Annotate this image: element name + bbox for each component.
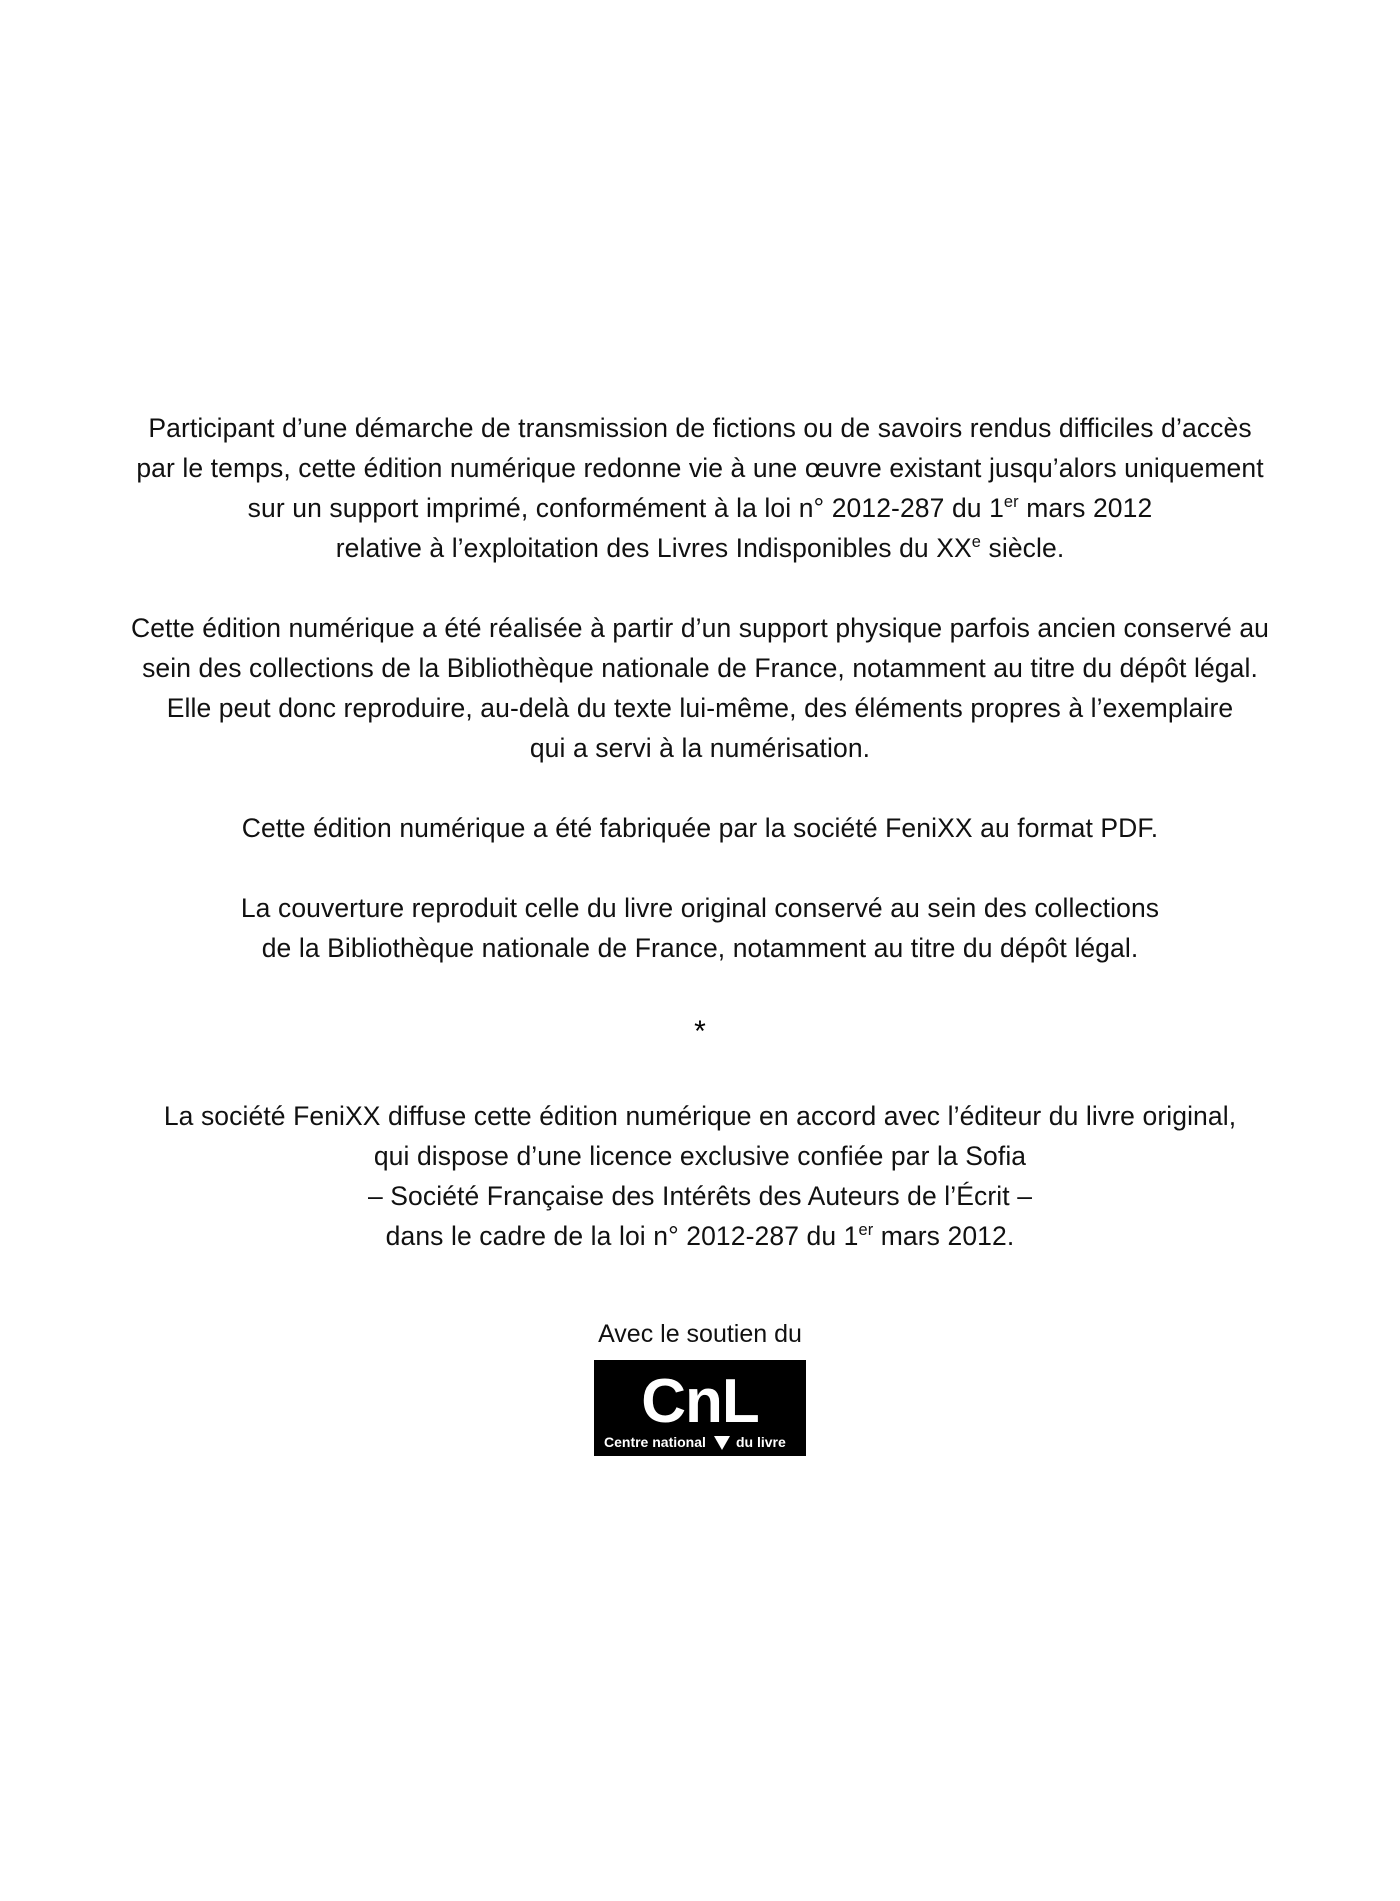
paragraph-transmission-line-4: relative à l’exploitation des Livres Indisponibles du XXe siècle. [335, 533, 1065, 563]
paragraph-transmission [120, 408, 1280, 568]
paragraph-support-physique-line-2: sein des collections de la Bibliothèque nationale de France, notamment au titre du dépôt légal. [142, 653, 1258, 683]
superscript-er: er [1003, 493, 1019, 512]
paragraph-couverture-line-2: de la Bibliothèque nationale de France, notamment au titre du dépôt légal. [261, 933, 1139, 963]
paragraph-diffusion-line-1: La société FeniXX diffuse cette édition numérique en accord avec l’éditeur du livre original, [163, 1101, 1237, 1131]
support-footer [0, 1318, 1400, 1461]
support-caption: Avec le soutien du [598, 1320, 802, 1348]
paragraph-couverture-line-1: La couverture reproduit celle du livre original conservé au sein des collections [240, 893, 1160, 923]
paragraph-diffusion-line-4: dans le cadre de la loi n° 2012-287 du 1er mars 2012. [385, 1221, 1015, 1251]
superscript-er-2: er [858, 1221, 874, 1240]
paragraph-fabrication [120, 808, 1280, 848]
paragraph-diffusion-line-3: – Société Française des Intérêts des Auteurs de l’Écrit – [367, 1181, 1033, 1211]
paragraph-transmission-line-2: par le temps, cette édition numérique redonne vie à une œuvre existant jusqu’alors uniquement [136, 453, 1264, 483]
cnl-logo [594, 1360, 806, 1456]
paragraph-support-physique-line-3: Elle peut donc reproduire, au-delà du texte lui-même, des éléments propres à l’exemplaire [166, 693, 1234, 723]
paragraph-diffusion [120, 1096, 1280, 1256]
paragraph-transmission-line-3: sur un support imprimé, conformément à la loi n° 2012-287 du 1er mars 2012 [247, 493, 1153, 523]
superscript-e: e [971, 533, 982, 552]
paragraph-support-physique-line-1: Cette édition numérique a été réalisée à partir d’un support physique parfois ancien conservé au [130, 613, 1269, 643]
paragraph-fabrication-line-1: Cette édition numérique a été fabriquée par la société FeniXX au format PDF. [241, 813, 1159, 843]
paragraph-couverture [120, 888, 1280, 968]
svg-text:Centre national: Centre national [604, 1434, 706, 1450]
svg-text:du livre: du livre [736, 1434, 786, 1450]
svg-text:CnL: CnL [641, 1367, 759, 1436]
paragraph-support-physique [120, 608, 1280, 768]
paragraph-diffusion-line-2: qui dispose d’une licence exclusive confiée par la Sofia [373, 1141, 1027, 1171]
section-separator: * [694, 1015, 706, 1048]
paragraph-transmission-line-1: Participant d’une démarche de transmission de fictions ou de savoirs rendus difficiles d’accès [148, 413, 1252, 443]
paragraph-support-physique-line-4: qui a servi à la numérisation. [529, 733, 871, 763]
legal-notice-block [0, 408, 1400, 1461]
